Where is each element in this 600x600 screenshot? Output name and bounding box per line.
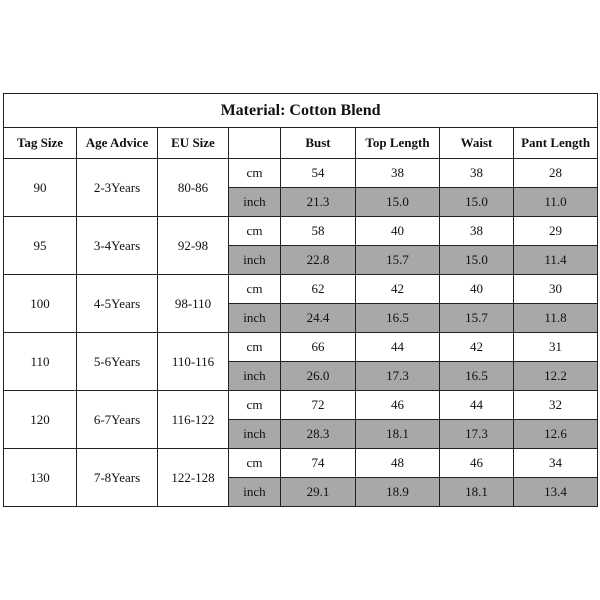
tag-size-cell: 100 <box>4 275 77 333</box>
age-advice-cell: 3-4Years <box>77 217 158 275</box>
top-length-cm-cell: 46 <box>356 391 440 420</box>
eu-size-cell: 92-98 <box>158 217 229 275</box>
header-top-length: Top Length <box>356 128 440 159</box>
header-waist: Waist <box>440 128 514 159</box>
eu-size-cell: 122-128 <box>158 449 229 507</box>
waist-inch-cell: 15.7 <box>440 304 514 333</box>
top-length-inch-cell: 16.5 <box>356 304 440 333</box>
size-row-cm <box>4 159 598 188</box>
eu-size-cell: 98-110 <box>158 275 229 333</box>
bust-cm-cell: 72 <box>281 391 356 420</box>
header-age-advice: Age Advice <box>77 128 158 159</box>
age-advice-cell: 7-8Years <box>77 449 158 507</box>
size-row-cm <box>4 391 598 420</box>
unit-cm-cell: cm <box>229 333 281 362</box>
size-chart-table <box>3 93 598 507</box>
top-length-inch-cell: 15.7 <box>356 246 440 275</box>
unit-cm-cell: cm <box>229 275 281 304</box>
tag-size-cell: 120 <box>4 391 77 449</box>
waist-cm-cell: 46 <box>440 449 514 478</box>
pant-length-inch-cell: 11.8 <box>514 304 598 333</box>
pant-length-cm-cell: 31 <box>514 333 598 362</box>
age-advice-cell: 5-6Years <box>77 333 158 391</box>
pant-length-inch-cell: 11.4 <box>514 246 598 275</box>
top-length-inch-cell: 18.9 <box>356 478 440 507</box>
pant-length-cm-cell: 32 <box>514 391 598 420</box>
tag-size-cell: 130 <box>4 449 77 507</box>
bust-inch-cell: 22.8 <box>281 246 356 275</box>
pant-length-inch-cell: 12.6 <box>514 420 598 449</box>
waist-cm-cell: 38 <box>440 217 514 246</box>
bust-cm-cell: 66 <box>281 333 356 362</box>
top-length-inch-cell: 17.3 <box>356 362 440 391</box>
bust-cm-cell: 62 <box>281 275 356 304</box>
bust-cm-cell: 74 <box>281 449 356 478</box>
bust-cm-cell: 58 <box>281 217 356 246</box>
size-chart-body <box>4 159 598 507</box>
pant-length-cm-cell: 34 <box>514 449 598 478</box>
unit-cm-cell: cm <box>229 159 281 188</box>
tag-size-cell: 110 <box>4 333 77 391</box>
pant-length-cm-cell: 30 <box>514 275 598 304</box>
size-row-cm <box>4 449 598 478</box>
tag-size-cell: 95 <box>4 217 77 275</box>
unit-inch-cell: inch <box>229 420 281 449</box>
waist-inch-cell: 16.5 <box>440 362 514 391</box>
pant-length-inch-cell: 13.4 <box>514 478 598 507</box>
pant-length-cm-cell: 28 <box>514 159 598 188</box>
bust-inch-cell: 24.4 <box>281 304 356 333</box>
waist-cm-cell: 38 <box>440 159 514 188</box>
size-row-cm <box>4 333 598 362</box>
bust-inch-cell: 29.1 <box>281 478 356 507</box>
top-length-cm-cell: 40 <box>356 217 440 246</box>
bust-cm-cell: 54 <box>281 159 356 188</box>
top-length-cm-cell: 44 <box>356 333 440 362</box>
unit-inch-cell: inch <box>229 362 281 391</box>
unit-inch-cell: inch <box>229 188 281 217</box>
waist-inch-cell: 17.3 <box>440 420 514 449</box>
header-unit <box>229 128 281 159</box>
waist-inch-cell: 18.1 <box>440 478 514 507</box>
top-length-inch-cell: 18.1 <box>356 420 440 449</box>
unit-inch-cell: inch <box>229 246 281 275</box>
unit-inch-cell: inch <box>229 304 281 333</box>
top-length-cm-cell: 42 <box>356 275 440 304</box>
pant-length-cm-cell: 29 <box>514 217 598 246</box>
eu-size-cell: 80-86 <box>158 159 229 217</box>
size-row-cm <box>4 217 598 246</box>
pant-length-inch-cell: 11.0 <box>514 188 598 217</box>
unit-cm-cell: cm <box>229 217 281 246</box>
bust-inch-cell: 21.3 <box>281 188 356 217</box>
top-length-cm-cell: 38 <box>356 159 440 188</box>
size-row-cm <box>4 275 598 304</box>
waist-inch-cell: 15.0 <box>440 246 514 275</box>
age-advice-cell: 6-7Years <box>77 391 158 449</box>
waist-cm-cell: 42 <box>440 333 514 362</box>
top-length-inch-cell: 15.0 <box>356 188 440 217</box>
unit-cm-cell: cm <box>229 391 281 420</box>
age-advice-cell: 4-5Years <box>77 275 158 333</box>
table-title: Material: Cotton Blend <box>4 94 598 128</box>
waist-inch-cell: 15.0 <box>440 188 514 217</box>
tag-size-cell: 90 <box>4 159 77 217</box>
header-bust: Bust <box>281 128 356 159</box>
header-tag-size: Tag Size <box>4 128 77 159</box>
waist-cm-cell: 44 <box>440 391 514 420</box>
unit-inch-cell: inch <box>229 478 281 507</box>
header-pant-length: Pant Length <box>514 128 598 159</box>
unit-cm-cell: cm <box>229 449 281 478</box>
header-eu-size: EU Size <box>158 128 229 159</box>
age-advice-cell: 2-3Years <box>77 159 158 217</box>
eu-size-cell: 110-116 <box>158 333 229 391</box>
pant-length-inch-cell: 12.2 <box>514 362 598 391</box>
top-length-cm-cell: 48 <box>356 449 440 478</box>
bust-inch-cell: 28.3 <box>281 420 356 449</box>
eu-size-cell: 116-122 <box>158 391 229 449</box>
waist-cm-cell: 40 <box>440 275 514 304</box>
bust-inch-cell: 26.0 <box>281 362 356 391</box>
